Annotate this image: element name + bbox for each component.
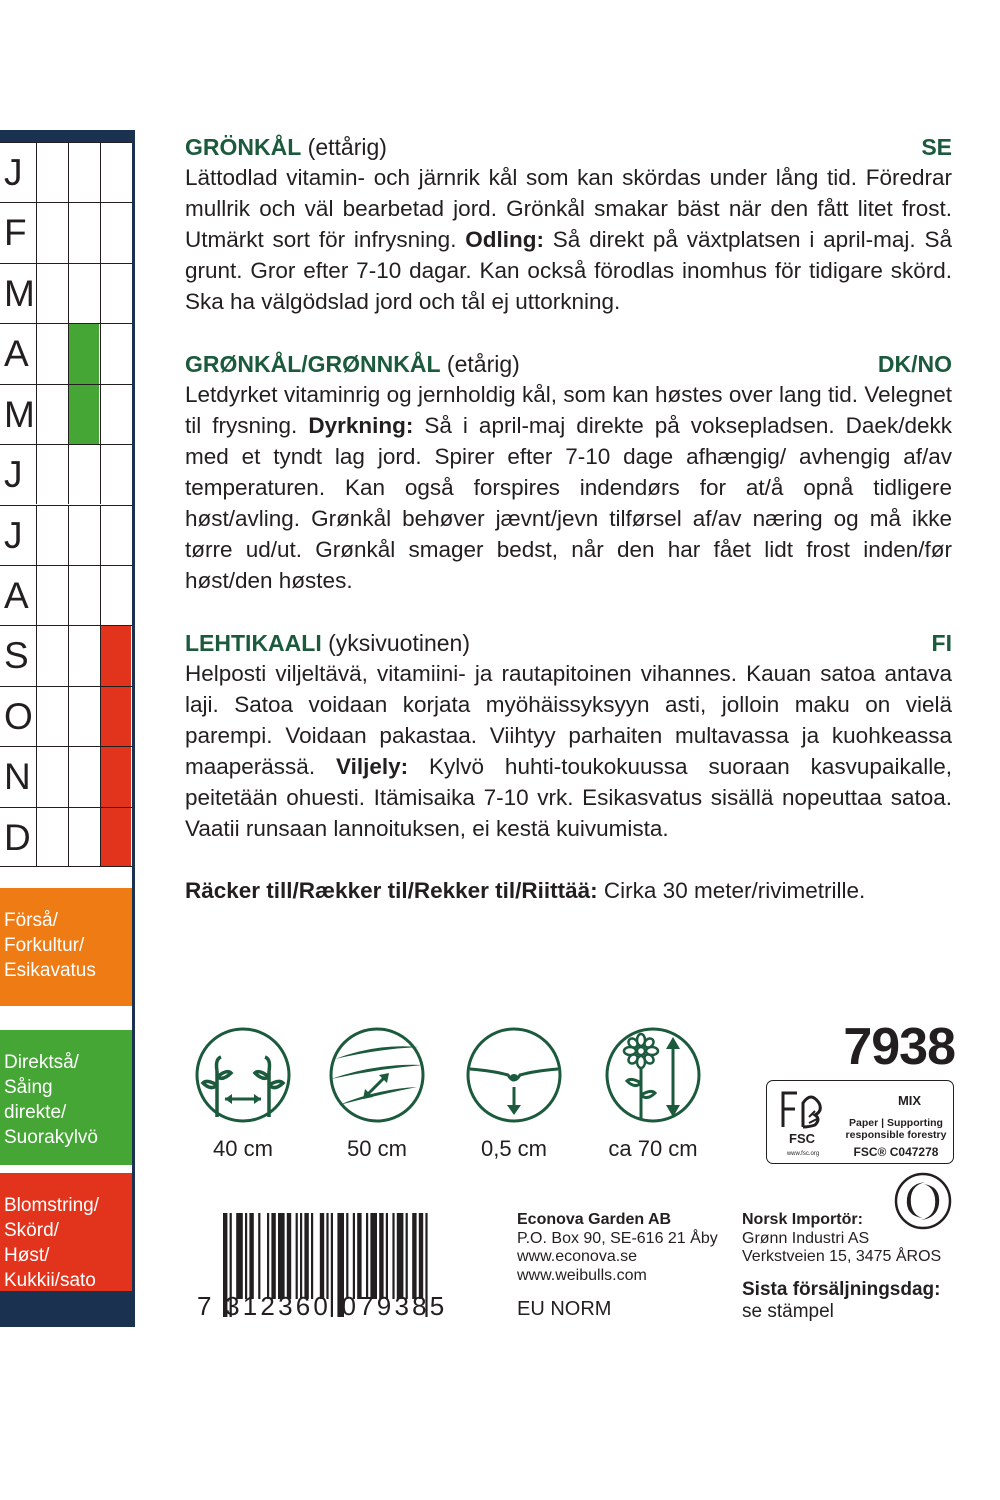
text-part: Letdyrket vitaminrig og jernholdig kål, som kan høstes over lang tid. Velegnet til frysning. [185, 382, 952, 438]
calendar-month-row [0, 444, 132, 504]
calendar-cell [36, 445, 67, 504]
coverage-text [185, 876, 865, 906]
legend-direct-line: Direktså/ [4, 1052, 79, 1073]
barcode-bar [370, 1213, 377, 1299]
section-fi [185, 628, 952, 844]
legend-direct-sow [0, 1030, 132, 1165]
section-se [185, 132, 952, 317]
calendar-grid [0, 142, 132, 867]
calendar-month-letter: D [4, 816, 31, 858]
calendar-month-letter: F [4, 212, 27, 254]
calendar-month-row [0, 384, 132, 444]
legend-presow-line: Esikavatus [4, 960, 96, 981]
calendar-cell [68, 143, 99, 202]
sowing-depth-icon [464, 1025, 564, 1125]
legend-harvest-line: Blomstring/ [4, 1195, 100, 1216]
section-subtitle: (etårig) [440, 351, 520, 377]
calendar-month-row [0, 202, 132, 262]
language-code: SE [921, 134, 952, 160]
section-subtitle: (yksivuotinen) [321, 630, 470, 656]
sowing-depth [444, 1025, 584, 1163]
calendar-cell [100, 506, 131, 565]
fsc-site: www.fsc.org [786, 1151, 820, 1157]
barcode-bar [236, 1213, 243, 1299]
address-line: P.O. Box 90, SE-616 21 Åby [517, 1229, 718, 1247]
barcode-bar [296, 1213, 298, 1299]
econova-address [517, 1211, 718, 1285]
text-part: Lättodlad vitamin- och järnrik kål som kan skördas under lång tid. Föredrar mullrik och väl bearbetad jord. Grönkål smakar bäst när den fått litet frost. Utmärkt sort för infrysning. [185, 165, 952, 252]
fsc-text: Paper | Supporting responsible forestry [845, 1117, 947, 1141]
calendar-cell [68, 264, 99, 323]
calendar-month-letter: O [4, 695, 33, 737]
calendar-month-letter: A [4, 333, 29, 375]
calendar-cell [100, 566, 131, 625]
row-spacing [307, 1025, 447, 1163]
calendar-month-row [0, 746, 132, 806]
legend-harvest-line: Høst/ [4, 1245, 50, 1266]
barcode-bar [379, 1213, 383, 1299]
barcode-bar [245, 1213, 247, 1299]
coverage-label: Räcker till/Rækker til/Rekker til/Riittää: [185, 878, 598, 903]
fsc-code: FSC® C047278 [853, 1145, 939, 1159]
barcode-bar [346, 1213, 348, 1299]
section-dkno [185, 349, 952, 596]
legend-presow-line: Förså/ [4, 910, 58, 931]
website-link: www.econova.se [517, 1248, 638, 1265]
coverage-value: Cirka 30 meter/rivimetrille. [597, 878, 866, 903]
calendar-month-row [0, 686, 132, 746]
last-sale-date [742, 1279, 940, 1323]
plant-height-caption: ca 70 cm [608, 1136, 698, 1161]
calendar-month-letter: M [4, 393, 35, 435]
calendar-cell [68, 747, 99, 806]
barcode-bar [287, 1213, 291, 1299]
legend-presow [0, 888, 132, 1006]
plant-spacing-icon [193, 1025, 293, 1125]
text-label: Viljely: [335, 754, 409, 779]
product-number: 7938 [843, 1018, 955, 1076]
section-title: GRØNKÅL/GRØNNKÅL [185, 351, 441, 377]
calendar-month-row [0, 807, 132, 867]
calendar-month-letter: J [4, 514, 23, 556]
barcode-bar [326, 1213, 328, 1299]
barcode-bar [366, 1213, 368, 1299]
calendar-cell [100, 808, 131, 866]
calendar-cell [68, 687, 99, 746]
legend-harvest-line: Kukkii/sato [4, 1270, 96, 1291]
calendar-cell [68, 808, 99, 866]
section-header [185, 628, 952, 658]
barcode-bar [258, 1213, 260, 1299]
legend-direct-line: direkte/ [4, 1102, 67, 1123]
calendar-month-row [0, 142, 132, 202]
norwegian-importer-address [742, 1211, 941, 1267]
calendar-cell [68, 506, 99, 565]
calendar-month-row [0, 625, 132, 685]
calendar-cell [36, 566, 67, 625]
section-subtitle: (ettårig) [301, 134, 387, 160]
text-part: Så direkt på växtplatsen i april-maj. Så grunt. Gror efter 7-10 dagar. Kan också förodlas inomhus för tidigare skörd. Ska ha välgödslad jord och tål ej uttorkning. [185, 227, 952, 314]
language-code: FI [931, 630, 952, 656]
last-sale-value: se stämpel [742, 1301, 834, 1322]
calendar-bottom-bar [0, 1291, 135, 1327]
section-text [185, 658, 952, 844]
calendar-cell [100, 264, 131, 323]
barcode [197, 1213, 467, 1323]
fsc-label [766, 1080, 954, 1164]
calendar-cell [100, 626, 131, 685]
calendar-cell [68, 445, 99, 504]
calendar-month-row [0, 505, 132, 565]
section-title: LEHTIKAALI [185, 630, 322, 656]
language-code: DK/NO [877, 351, 952, 377]
calendar-cell [36, 808, 67, 866]
calendar-cell [36, 143, 67, 202]
calendar-cell [100, 445, 131, 504]
calendar-cell [36, 324, 67, 383]
calendar-month-letter: J [4, 454, 23, 496]
legend-direct-line: Såing [4, 1077, 53, 1098]
barcode-bar [397, 1213, 404, 1299]
calendar-cell [36, 264, 67, 323]
calendar-month-row [0, 263, 132, 323]
last-sale-label: Sista försäljningsdag: [742, 1279, 941, 1300]
barcode-bar [267, 1213, 269, 1299]
calendar-cell [36, 203, 67, 262]
company-name: Econova Garden AB [517, 1211, 672, 1228]
section-header [185, 132, 952, 162]
barcode-bar [300, 1213, 302, 1299]
calendar-top-bar [0, 130, 135, 142]
calendar-cell [36, 747, 67, 806]
calendar-cell [100, 747, 131, 806]
fsc-mix: MIX [897, 1093, 922, 1108]
calendar-cell [68, 203, 99, 262]
barcode-bar [386, 1213, 388, 1299]
eu-norm: EU NORM [517, 1298, 612, 1320]
legend-harvest [0, 1173, 132, 1291]
barcode-bar [357, 1213, 361, 1299]
importer-name: Grønn Industri AS [742, 1229, 870, 1247]
row-spacing-caption: 50 cm [347, 1136, 407, 1161]
calendar-cell [68, 566, 99, 625]
text-label: Odling: [465, 227, 544, 252]
section-text [185, 379, 952, 596]
barcode-digits: 7 312360 079385 [197, 1291, 448, 1321]
calendar-cell [68, 324, 99, 383]
calendar-cell [100, 687, 131, 746]
section-text [185, 162, 952, 317]
fsc-tree-logo-icon [773, 1087, 831, 1149]
calendar-month-row [0, 565, 132, 625]
barcode-bar [249, 1213, 253, 1299]
fsc-logo-text: FSC [789, 1131, 815, 1146]
calendar-month-letter: S [4, 635, 29, 677]
calendar-month-row [0, 323, 132, 383]
barcode-bar [406, 1213, 408, 1299]
calendar-cell [100, 203, 131, 262]
website-link: www.weibulls.com [517, 1266, 647, 1284]
importer-label: Norsk Importör: [742, 1211, 863, 1228]
calendar-month-letter: A [4, 574, 29, 616]
text-part: Så i april-maj direkte på voksepladsen. Daek/dekk med et tyndt lag jord. Spirer efter 7-10 dage afhængig/ avhengig af/av temperaturen. Kan også forspires indendørs for at/å opnå tidligere høst/avling. Grønkål behøver jævnt/jevn tilførsel af/av næring og må ikke tørre ud/ut. Grønkål smager bedst, når den har fået lidt frost inden/før høst/den høstes. [185, 413, 952, 593]
calendar-month-letter: J [4, 152, 23, 193]
calendar-month-letter: N [4, 756, 31, 798]
sowing-calendar [0, 130, 135, 1327]
calendar-cell [36, 626, 67, 685]
text-label: Dyrkning: [308, 413, 414, 438]
calendar-cell [100, 324, 131, 383]
plant-spacing [173, 1025, 313, 1163]
barcode-bar [392, 1213, 394, 1299]
legend-harvest-line: Skörd/ [4, 1220, 59, 1241]
barcode-bar [353, 1213, 355, 1299]
legend-direct-line: Suorakylvö [4, 1127, 98, 1148]
calendar-rail [132, 130, 135, 1327]
section-title: GRÖNKÅL [185, 134, 302, 160]
row-spacing-icon [327, 1025, 427, 1125]
calendar-cell [36, 687, 67, 746]
section-header [185, 349, 952, 379]
legend-presow-line: Forkultur/ [4, 935, 85, 956]
barcode-bar [320, 1213, 324, 1299]
calendar-cell [68, 626, 99, 685]
address-line: Verkstveien 15, 3475 ÅROS [742, 1248, 942, 1265]
calendar-cell [100, 143, 131, 202]
barcode-bar [271, 1213, 275, 1299]
calendar-cell [100, 385, 131, 444]
text-part: Helposti viljeltävä, vitamiini- ja rautapitoinen vihannes. Kauan satoa antava laji. Satoa voidaan korjata myöhäissyksyyn asti, jolloin maku on vielä parempi. Voidaan pakastaa. Viihtyy parhaiten multavassa ja kuohkeassa maaperässä. [185, 661, 952, 779]
barcode-bar [278, 1213, 285, 1299]
barcode-bar [412, 1213, 416, 1299]
plant-spacing-caption: 40 cm [213, 1136, 273, 1161]
barcode-bar [304, 1213, 308, 1299]
calendar-month-letter: M [4, 272, 35, 314]
calendar-cell [68, 385, 99, 444]
text-part: Kylvö huhti-toukokuussa suoraan kasvupaikalle, peitetään ohuesti. Itämisaika 7-10 vrk. Esikasvatus sisällä nopeuttaa satoa. Vaatii runsaan lannoituksen, ei kestä kuivumista. [185, 754, 952, 841]
barcode-bar [311, 1213, 313, 1299]
barcode-bar [419, 1213, 423, 1299]
plant-height-icon [603, 1025, 703, 1125]
calendar-cell [36, 385, 67, 444]
calendar-cell [36, 506, 67, 565]
sowing-depth-caption: 0,5 cm [480, 1136, 548, 1161]
plant-height [583, 1025, 723, 1163]
